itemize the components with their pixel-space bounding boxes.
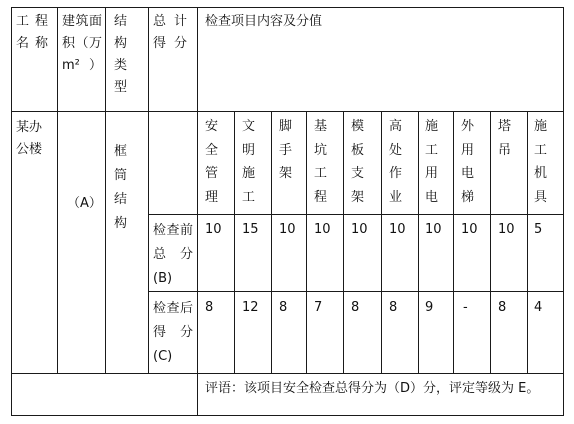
rule-item-2 [271, 111, 272, 374]
score-cell-after: - [463, 300, 468, 315]
row-label-before-total: 检查前总分(B) [153, 223, 193, 286]
rule-col-a [57, 7, 58, 374]
score-cell-after: 8 [279, 300, 288, 315]
column-header: 模板支架 [351, 119, 365, 205]
header-items-title: 检查项目内容及分值 [205, 14, 323, 29]
score-cell-after: 9 [425, 300, 434, 315]
rule-item-5 [381, 111, 382, 374]
project-area: （A） [67, 196, 102, 211]
score-cell-after: 8 [205, 300, 214, 315]
score-cell-before: 5 [534, 222, 543, 237]
score-cell-after: 8 [498, 300, 507, 315]
rule-right [563, 7, 564, 416]
rule-item-6 [418, 111, 419, 374]
score-cell-before: 10 [498, 222, 515, 237]
column-header: 安全管理 [205, 119, 219, 205]
evaluation-comment: 评语：该项目安全检查总得分为（D）分，评定等级为 E。 [205, 381, 540, 396]
score-cell-before: 10 [351, 222, 368, 237]
score-cell-before: 10 [205, 222, 222, 237]
column-header: 施工机具 [534, 119, 548, 205]
score-cell-after: 8 [389, 300, 398, 315]
score-cell-before: 15 [242, 222, 259, 237]
rule-sub-1 [148, 214, 564, 215]
score-cell-before: 10 [314, 222, 331, 237]
column-header: 基坑工程 [314, 119, 328, 205]
rule-col-b [105, 7, 106, 374]
rule-col-c [148, 7, 149, 374]
rule-top [11, 7, 564, 8]
score-cell-before: 10 [461, 222, 478, 237]
rule-item-4 [343, 111, 344, 374]
header-structure-type: 结构类型 [114, 14, 128, 95]
rule-sub-2 [148, 291, 564, 292]
score-cell-before: 10 [389, 222, 406, 237]
score-cell-after: 4 [534, 300, 543, 315]
rule-item-8 [490, 111, 491, 374]
column-header: 外用电梯 [461, 119, 475, 205]
rule-header-bottom [11, 111, 564, 112]
rule-bottom [11, 415, 564, 416]
rule-body-bottom [11, 373, 564, 374]
header-total-score: 总计得分 [153, 14, 187, 51]
score-cell-after: 8 [351, 300, 360, 315]
header-building-area: 建筑面积（万m²） [62, 14, 102, 73]
rule-item-7 [453, 111, 454, 374]
column-header: 文明施工 [242, 119, 256, 205]
column-header: 高处作业 [389, 119, 403, 205]
rule-item-1 [234, 111, 235, 374]
score-cell-after: 7 [314, 300, 323, 315]
project-name: 某办公楼 [16, 120, 43, 157]
header-project-name: 工程名称 [16, 14, 48, 51]
rule-item-3 [306, 111, 307, 374]
row-label-after-score: 检查后得分(C) [153, 301, 193, 364]
rule-item-9 [527, 111, 528, 374]
score-cell-before: 10 [425, 222, 442, 237]
score-cell-before: 10 [279, 222, 296, 237]
project-structure: 框筒结构 [114, 144, 128, 231]
rule-left [11, 7, 12, 416]
rule-col-d [197, 7, 198, 416]
column-header: 塔吊 [498, 119, 512, 158]
column-header: 脚手架 [279, 119, 293, 181]
score-cell-after: 12 [242, 300, 259, 315]
column-header: 施工用电 [425, 119, 439, 205]
